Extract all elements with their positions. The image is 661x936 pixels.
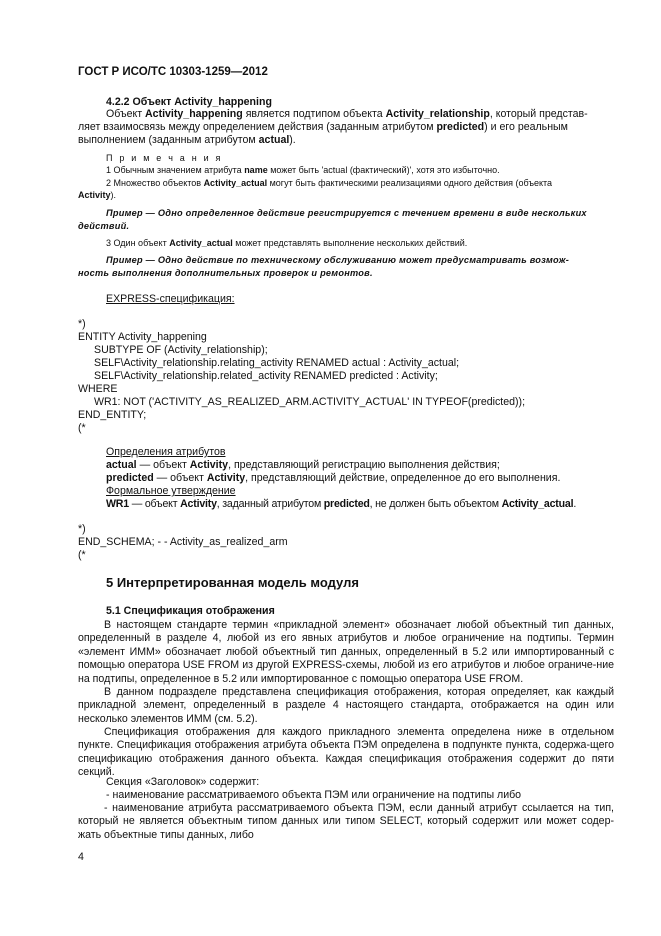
code-line: (* xyxy=(78,422,86,434)
example-1: Пример — Одно определенное действие регистрируется с течением времени в виде нескольких xyxy=(106,208,587,218)
example-2: Пример — Одно действие по техническому обслуживанию может предусматривать возмож- xyxy=(106,255,570,265)
para-line: Объект Activity_happening является подтипом объекта Activity_relationship, который представ- xyxy=(106,108,588,120)
code-line: *) xyxy=(78,523,86,535)
note-3: 3 Один объект Activity_actual может представлять выполнение нескольких действий. xyxy=(106,238,468,248)
paragraph: В данном подразделе представлена спецификация отображения, которая определяет, как каждый прикладной элемент, определенный в разделе 4 настоящего стандарта, отображается на один или несколько элементов ИММ (см. 5.2). xyxy=(78,686,614,725)
page-number: 4 xyxy=(78,851,84,863)
attr-defs-label: Определения атрибутов xyxy=(106,446,226,458)
code-line: ENTITY Activity_happening xyxy=(78,331,207,343)
code-line: END_SCHEMA; - - Activity_as_realized_arm xyxy=(78,536,288,548)
paragraph: Спецификация отображения для каждого прикладного элемента определена ниже в отдельном пункте. Спецификация отображения атрибута объекта ПЭМ определена в подпункте пункта, содержа-щего спецификацию отображения данного объекта. Каждая спецификация отображения содержит до пяти секций. xyxy=(78,726,614,779)
section-heading-5-1: 5.1 Спецификация отображения xyxy=(106,605,275,617)
paragraph: Секция «Заголовок» содержит: xyxy=(106,776,260,788)
para-line: выполнением (заданным атрибутом actual). xyxy=(78,134,296,146)
section-heading-4-2-2: 4.2.2 Объект Activity_happening xyxy=(106,96,272,108)
note-2: 2 Множество объектов Activity_actual могут быть фактическими реализациями одного действия (объекта xyxy=(106,178,553,188)
para-line: ляет взаимосвязь между определением действия (заданным атрибутом predicted) и его реальным xyxy=(78,121,568,133)
express-label: EXPRESS-спецификация: xyxy=(106,293,235,305)
attr-actual: actual — объект Activity, представляющий регистрацию выполнения действия; xyxy=(106,459,500,471)
code-line: WR1: NOT ('ACTIVITY_AS_REALIZED_ARM.ACTIVITY_ACTUAL' IN TYPEOF(predicted)); xyxy=(94,396,526,408)
code-line: (* xyxy=(78,549,86,561)
bullet-item: - наименование рассматриваемого объекта ПЭМ или ограничение на подтипы либо xyxy=(106,789,522,801)
note-1: 1 Обычным значением атрибута name может быть 'actual (фактический)', хотя это избыточно. xyxy=(106,165,500,175)
notes-title: П р и м е ч а н и я xyxy=(106,153,223,163)
paragraph: В настоящем стандарте термин «прикладной элемент» обозначает любой объектный тип данных, определенный в разделе 4, любой из его явных атрибутов и любое ограничение на подтипы. Термин «элемент ИММ» обозначает любой объектный тип данных, определенный в 5.2 или импортированный с помощью оператора USE FROM из другой EXPRESS-схемы, любой из его атрибутов и любое ограниче-ние на подтипы, определенное в 5.2 или импортированное с помощью оператора USE FROM. xyxy=(78,619,614,685)
code-line: *) xyxy=(78,318,86,330)
formal-label: Формальное утверждение xyxy=(106,485,236,497)
section-heading-5: 5 Интерпретированная модель модуля xyxy=(106,575,359,590)
example-2-cont: ность выполнения дополнительных проверок и ремонтов. xyxy=(78,268,373,278)
example-1-cont: действий. xyxy=(78,221,130,231)
code-line: END_ENTITY; xyxy=(78,409,147,421)
code-line: SELF\Activity_relationship.relating_activity RENAMED actual : Activity_actual; xyxy=(94,357,460,369)
wr1-definition: WR1 — объект Activity, заданный атрибутом predicted, не должен быть объектом Activity_actual. xyxy=(106,498,577,510)
bullet-item: - наименование атрибута рассматриваемого объекта ПЭМ, если данный атрибут ссылается на тип, который не является объектным типом данных или типом SELECT, который содержит или может содер-жать объектные типы данных, либо xyxy=(78,802,614,841)
code-line: SELF\Activity_relationship.related_activity RENAMED predicted : Activity; xyxy=(94,370,438,382)
code-line: SUBTYPE OF (Activity_relationship); xyxy=(94,344,268,356)
note-2-cont: Activity). xyxy=(78,190,117,200)
page-header: ГОСТ Р ИСО/ТС 10303-1259—2012 xyxy=(78,66,268,78)
attr-predicted: predicted — объект Activity, представляющий действие, определенное до его выполнения. xyxy=(106,472,561,484)
code-line: WHERE xyxy=(78,383,118,395)
